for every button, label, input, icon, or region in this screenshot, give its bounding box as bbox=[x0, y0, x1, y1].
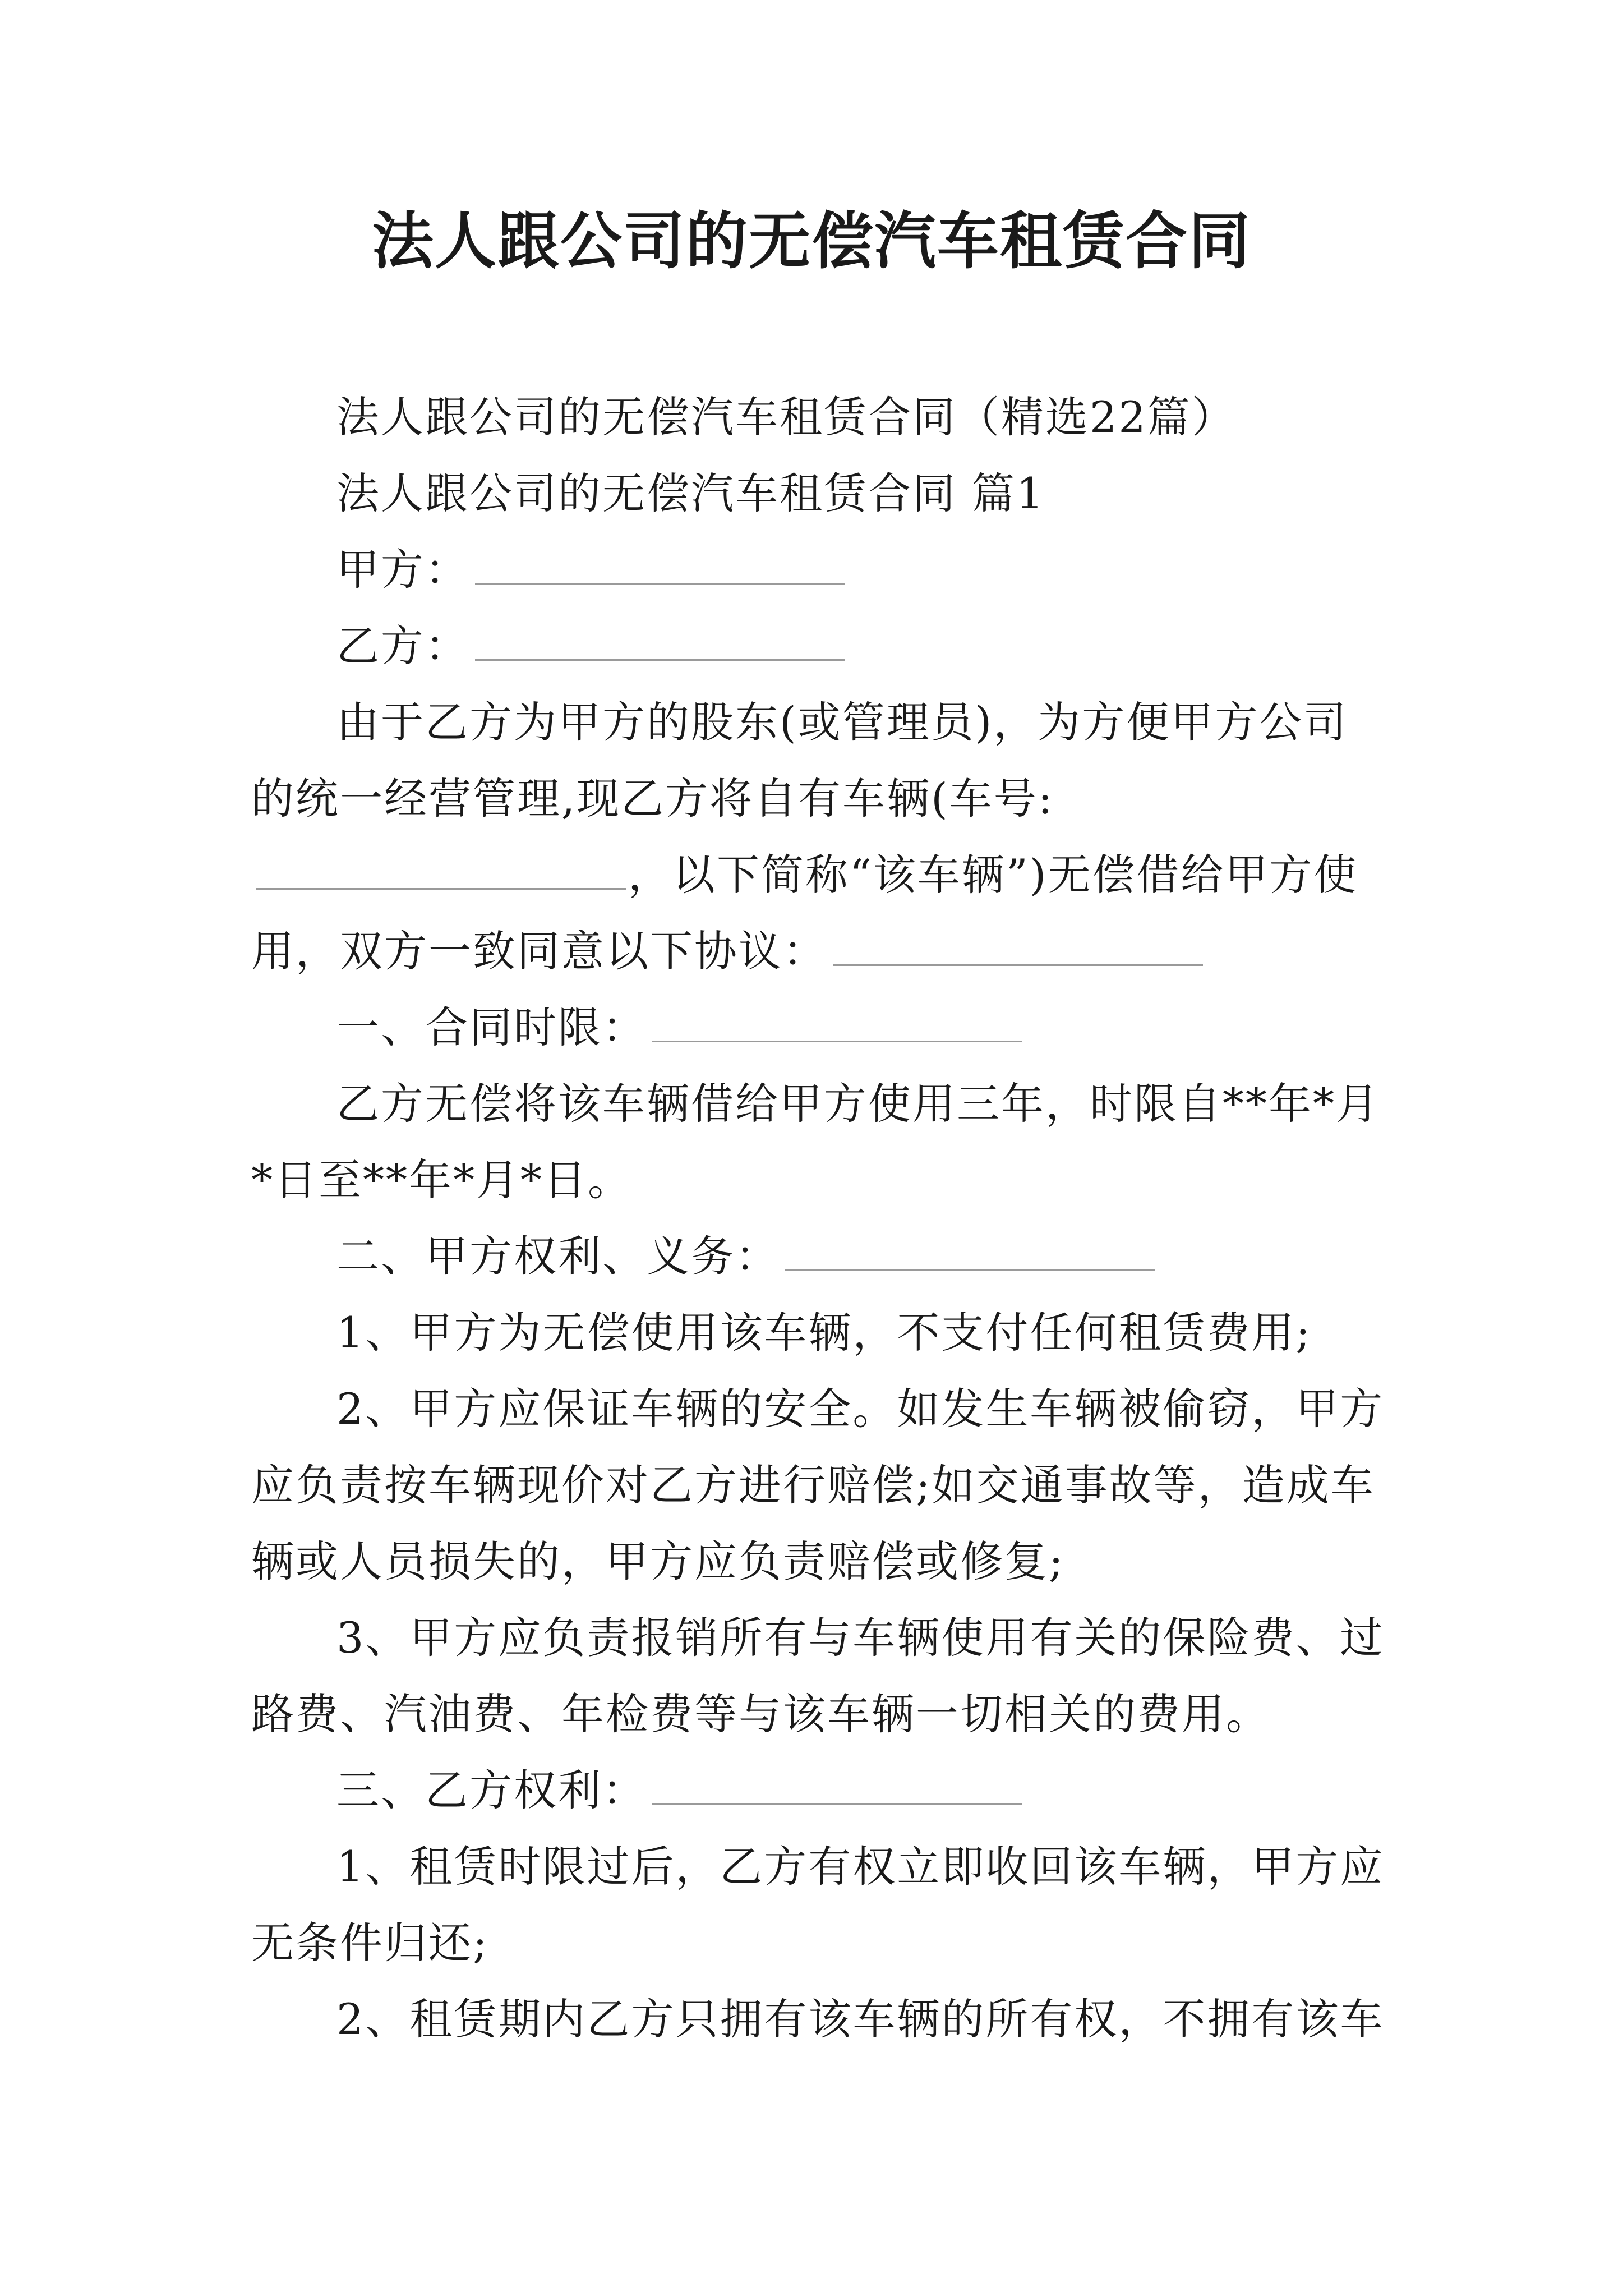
paragraph-clause-2-2: 2、甲方应保证车辆的安全。如发生车辆被偷窃，甲方应负责按车辆现价对乙方进行赔偿;如交通事故等，造成车辆或人员损失的，甲方应负责赔偿或修复; bbox=[251, 1384, 1385, 1586]
document-title: 法人跟公司的无偿汽车租赁合同 bbox=[372, 205, 1251, 277]
party-a-blank-line bbox=[475, 538, 845, 585]
term-blank-line bbox=[652, 996, 1022, 1042]
paragraph-term-heading: 一、合同时限： bbox=[251, 990, 1390, 1066]
party-b-blank-line bbox=[475, 614, 845, 661]
paragraph-clause-2-3: 3、甲方应负责报销所有与车辆使用有关的保险费、过路费、汽油费、年检费等与该车辆一切相关的费用。 bbox=[251, 1613, 1385, 1739]
paragraph-party-a: 甲方： bbox=[251, 532, 1390, 608]
paragraph-term: 乙方无偿将该车辆借给甲方使用三年，时限自**年*月*日至**年*月*日。 bbox=[251, 1079, 1380, 1205]
paragraph-section-heading: 法人跟公司的无偿汽车租赁合同 篇1 bbox=[336, 468, 1045, 518]
party-a-rights-blank-line bbox=[785, 1225, 1155, 1271]
paragraph-party-b: 乙方： bbox=[251, 608, 1390, 684]
paragraph-clause-3-2: 2、租赁期内乙方只拥有该车辆的所有权，不拥有该车 bbox=[336, 1994, 1385, 2044]
party-b-rights-blank-line bbox=[652, 1759, 1022, 1805]
paragraph-party-a-rights-heading: 二、甲方权利、义务： bbox=[251, 1218, 1390, 1295]
paragraph-clause-2-1: 1、甲方为无偿使用该车辆，不支付任何租赁费用; bbox=[336, 1308, 1312, 1358]
vehicle-number-blank-line bbox=[256, 843, 626, 890]
paragraph-party-b-rights-heading: 三、乙方权利： bbox=[251, 1752, 1390, 1829]
document-body bbox=[251, 379, 1390, 2058]
paragraph-clause-3-1: 1、租赁时限过后，乙方有权立即收回该车辆，甲方应无条件归还; bbox=[251, 1842, 1385, 1968]
agreement-blank-line bbox=[833, 919, 1203, 966]
paragraph-intro: 由于乙方为甲方的股东(或管理员)，为方便甲方公司的统一经营管理,现乙方将自有车辆(车号:，以下简称“该车辆”)无偿借给甲方使用，双方一致同意以下协议： bbox=[251, 697, 1358, 976]
paragraph-subtitle: 法人跟公司的无偿汽车租赁合同（精选22篇） bbox=[336, 392, 1236, 442]
